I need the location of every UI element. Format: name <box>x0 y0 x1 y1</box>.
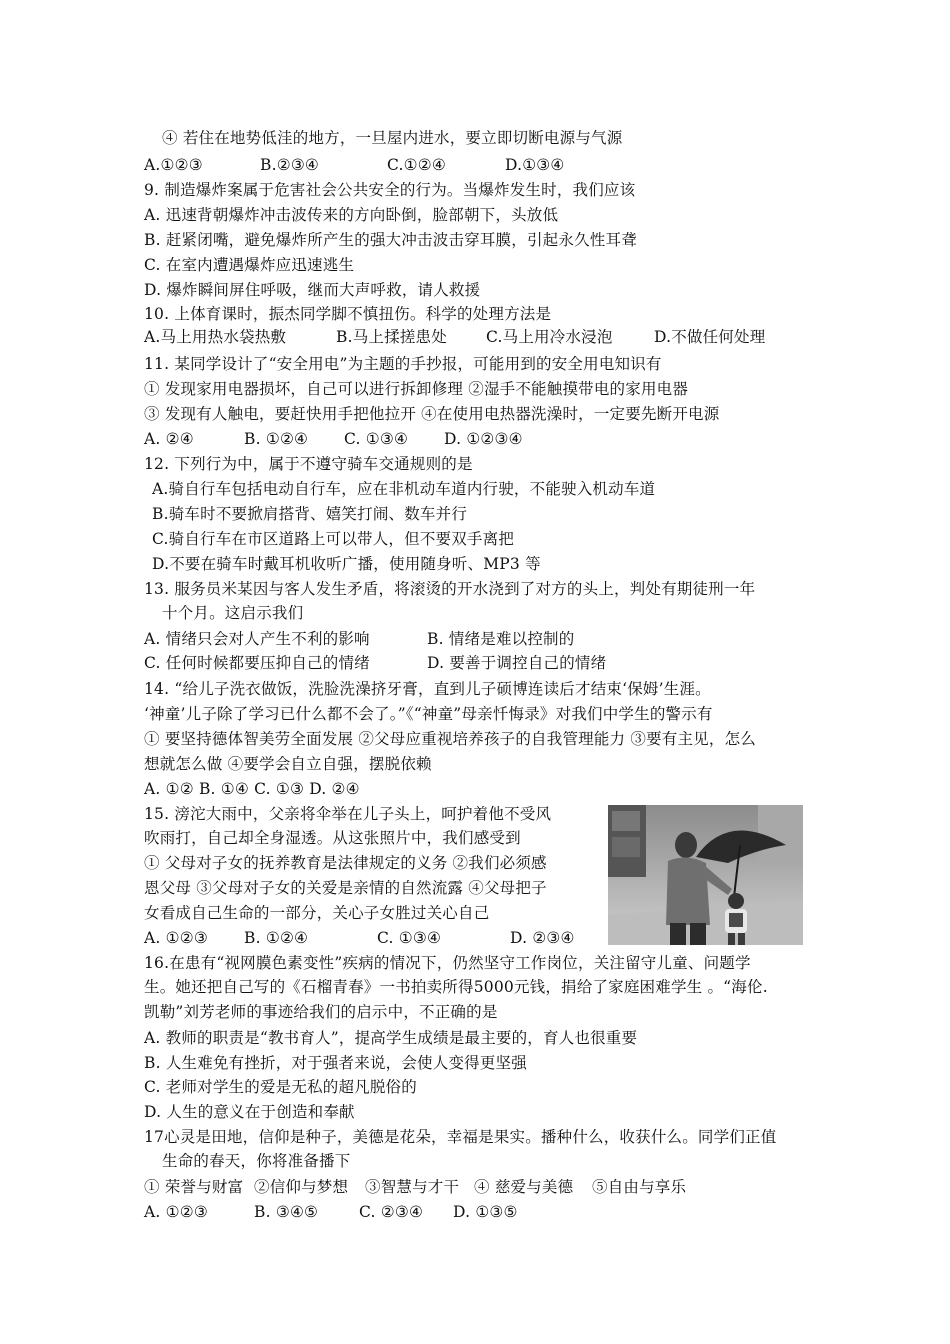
q17-item-4: ④ 慈爱与美德 <box>474 1178 574 1196</box>
q15-items-2: 恩父母 ③父母对子女的关爱是亲情的自然流露 ④父母把子 <box>144 879 547 897</box>
q16-option-c: C. 老师对学生的爱是无私的超凡脱俗的 <box>144 1078 417 1096</box>
q10-option-c: C.马上用冷水浸泡 <box>486 328 613 346</box>
q13-option-a: A. 情绪只会对人产生不利的影响 <box>144 630 370 648</box>
q12-option-c: C.骑自行车在市区道路上可以带人，但不要双手离把 <box>152 530 515 548</box>
q15-option-a: A. ①②③ <box>144 929 208 947</box>
q15-option-c: C. ①③④ <box>377 929 442 947</box>
q16-option-d: D. 人生的意义在于创造和奉献 <box>144 1103 355 1121</box>
q13-stem-1: 13. 服务员米某因与客人发生矛盾，将滚烫的开水浇到了对方的头上，判处有期徒刑一年 <box>144 580 756 598</box>
q17-options <box>144 1200 518 1224</box>
q11-option-a: A. ②④ <box>144 430 194 448</box>
q13-option-b: B. 情绪是难以控制的 <box>427 630 575 648</box>
q17-item-1: ① 荣誉与财富 <box>144 1178 244 1196</box>
q9-option-a: A. 迅速背朝爆炸冲击波传来的方向卧倒，脸部朝下，头放低 <box>144 206 559 224</box>
q17-option-c: C. ②③④ <box>359 1203 424 1221</box>
q8-option-a: A.①②③ <box>144 156 203 174</box>
q11-items-2: ③ 发现有人触电，要赶快用手把他拉开 ④在使用电热器洗澡时，一定要先断开电源 <box>144 405 720 423</box>
q9-option-b: B. 赶紧闭嘴，避免爆炸所产生的强大冲击波击穿耳膜，引起永久性耳聋 <box>144 231 637 249</box>
q10-stem: 10. 上体育课时，振杰同学脚不慎扭伤。科学的处理方法是 <box>144 305 552 323</box>
q12-option-b: B.骑车时不要掀肩搭背、嬉笑打闹、数车并行 <box>152 505 468 523</box>
q17-item-3: ③智慧与才干 <box>365 1178 460 1196</box>
q13-option-d: D. 要善于调控自己的情绪 <box>427 654 607 672</box>
q12-option-a: A.骑自行车包括电动自行车，应在非机动车道内行驶，不能驶入机动车道 <box>152 480 656 498</box>
q10-options <box>144 325 765 349</box>
q12-stem: 12. 下列行为中，属于不遵守骑车交通规则的是 <box>144 455 473 473</box>
q17-item-5: ⑤自由与享乐 <box>592 1178 687 1196</box>
q14-items-1: ① 要坚持德体智美劳全面发展 ②父母应重视培养孩子的自我管理能力 ③要有主见，怎么 <box>144 730 756 748</box>
q13-option-c: C. 任何时候都要压抑自己的情绪 <box>144 654 370 672</box>
q16-option-b: B. 人生难免有挫折，对于强者来说，会使人变得更坚强 <box>144 1054 527 1072</box>
q8-item-4: ④ 若住在地势低洼的地方，一旦屋内进水，要立即切断电源与气源 <box>162 129 623 147</box>
q14-stem-2: ‘神童’儿子除了学习已什么都不会了。”《“神童”母亲忏悔录》对我们中学生的警示有 <box>144 705 713 723</box>
q15-option-d: D. ②③④ <box>510 929 575 947</box>
q11-stem: 11. 某同学设计了“安全用电”为主题的手抄报，可能用到的安全用电知识有 <box>144 355 662 373</box>
q9-option-d: D. 爆炸瞬间屏住呼吸，继而大声呼救，请人救援 <box>144 281 481 299</box>
q12-option-d: D.不要在骑车时戴耳机收听广播，使用随身听、MP3 等 <box>152 555 541 573</box>
q15-option-b: B. ①②④ <box>244 929 309 947</box>
q15-stem-1: 15. 滂沱大雨中，父亲将伞举在儿子头上，呵护着他不受风 <box>144 805 552 823</box>
q9-option-c: C. 在室内遭遇爆炸应迅速逃生 <box>144 256 355 274</box>
q17-stem-2: 生命的春天，你将准备播下 <box>162 1152 351 1170</box>
q11-option-c: C. ①③④ <box>344 430 409 448</box>
q15-items-1: ① 父母对子女的抚养教育是法律规定的义务 ②我们必须感 <box>144 854 547 872</box>
q14-stem-1: 14. “给儿子洗衣做饭，洗脸洗澡挤牙膏，直到儿子硕博连读后才结束‘保姆’生涯。 <box>144 680 711 698</box>
q10-option-b: B.马上揉搓患处 <box>336 328 447 346</box>
q9-stem: 9. 制造爆炸案属于危害社会公共安全的行为。当爆炸发生时，我们应该 <box>144 181 636 199</box>
q16-stem-1: 16.在患有“视网膜色素变性”疾病的情况下，仍然坚守工作岗位，关注留守儿童、问题学 <box>144 954 751 972</box>
umbrella-photo <box>608 805 803 945</box>
q14-items-2: 想就怎么做 ④要学会自立自强，摆脱依赖 <box>144 755 432 773</box>
q17-option-a: A. ①②③ <box>144 1203 208 1221</box>
q13-options-ab <box>144 627 574 651</box>
q11-option-b: B. ①②④ <box>244 430 309 448</box>
q8-option-d: D.①③④ <box>505 156 565 174</box>
q8-option-c: C.①②④ <box>387 156 446 174</box>
q11-option-d: D. ①②③④ <box>444 430 523 448</box>
q14-options: A. ①② B. ①④ C. ①③ D. ②④ <box>144 780 360 798</box>
q13-stem-2: 十个月。这启示我们 <box>162 604 304 622</box>
q17-stem-1: 17心灵是田地，信仰是种子，美德是花朵，幸福是果实。播种什么，收获什么。同学们正值 <box>144 1128 777 1146</box>
q15-options <box>144 926 575 950</box>
q13-options-cd <box>144 651 606 675</box>
q17-option-b: B. ③④⑤ <box>254 1203 319 1221</box>
q16-option-a: A. 教师的职责是“教书育人”，提高学生成绩是最主要的，育人也很重要 <box>144 1029 638 1047</box>
q15-items-3: 女看成自己生命的一部分，关心子女胜过关心自己 <box>144 904 490 922</box>
q17-items <box>144 1175 686 1199</box>
q10-option-a: A.马上用热水袋热敷 <box>144 328 287 346</box>
q16-stem-2: 生。她还把自己写的《石榴青春》一书拍卖所得5000元钱，捐给了家庭困难学生 。“海伦. <box>144 978 768 996</box>
q8-option-b: B.②③④ <box>260 156 320 174</box>
q17-item-2: ②信仰与梦想 <box>254 1178 349 1196</box>
q8-options <box>144 153 565 177</box>
q11-options <box>144 427 523 451</box>
q10-option-d: D.不做任何处理 <box>654 328 766 346</box>
q15-stem-2: 吹雨打，自己却全身湿透。从这张照片中，我们感受到 <box>144 829 521 847</box>
q11-items-1: ① 发现家用电器损坏，自己可以进行拆卸修理 ②湿手不能触摸带电的家用电器 <box>144 380 689 398</box>
q17-option-d: D. ①③⑤ <box>453 1203 518 1221</box>
q16-stem-3: 凯勒”刘芳老师的事迹给我们的启示中，不正确的是 <box>144 1003 498 1021</box>
